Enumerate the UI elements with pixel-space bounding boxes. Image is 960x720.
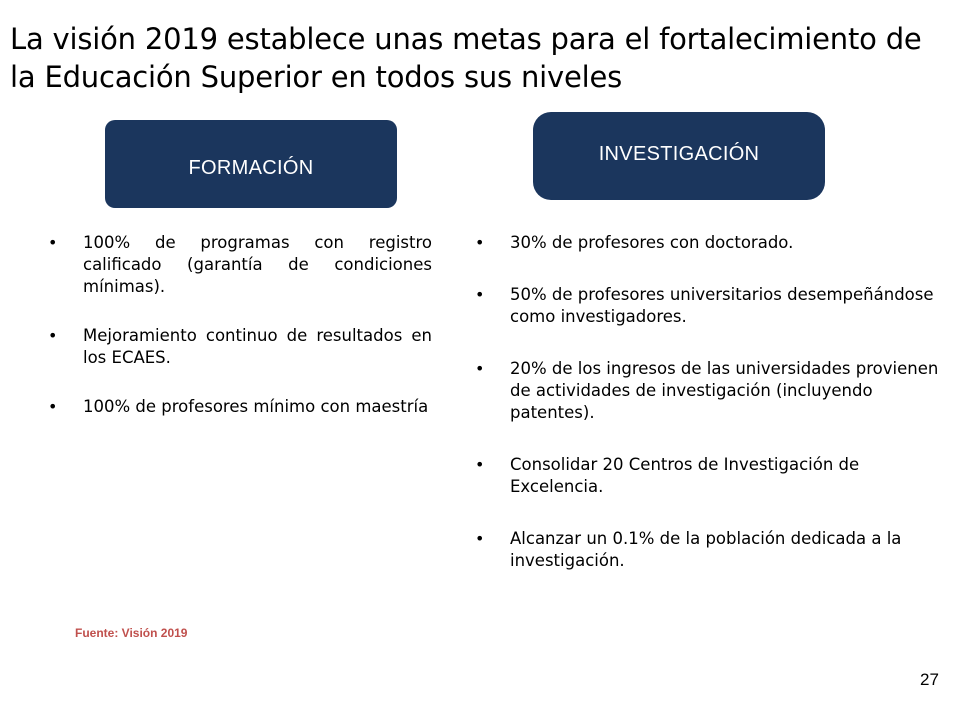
- source-note: Fuente: Visión 2019: [75, 626, 188, 640]
- formacion-item-text: Mejoramiento continuo de resultados en los ECAES.: [83, 326, 432, 367]
- bullet-icon: •: [48, 326, 58, 345]
- bullet-icon: •: [48, 397, 58, 416]
- investigacion-item: [475, 454, 945, 498]
- formacion-item: [48, 232, 432, 298]
- formacion-header-box: [105, 120, 397, 208]
- bullet-icon: •: [475, 233, 485, 252]
- formacion-header-label: FORMACIÓN: [188, 156, 314, 179]
- bullet-icon: •: [475, 285, 485, 304]
- formacion-item-text: 100% de profesores mínimo con maestría: [83, 397, 429, 416]
- investigacion-item-text: Consolidar 20 Centros de Investigación de Excelencia.: [510, 455, 860, 496]
- bullet-icon: •: [475, 455, 485, 474]
- investigacion-item: [475, 358, 945, 424]
- slide-title: La visión 2019 establece unas metas para el fortalecimiento de la Educación Superior en todos sus niveles: [10, 22, 922, 94]
- bullet-icon: •: [475, 359, 485, 378]
- investigacion-item: [475, 284, 945, 328]
- investigacion-header-box: [533, 112, 825, 200]
- investigacion-bullet-list: [475, 232, 945, 602]
- formacion-bullet-list: [48, 232, 432, 445]
- bullet-icon: •: [475, 529, 485, 548]
- bullet-icon: •: [48, 233, 58, 252]
- formacion-item-text: 100% de programas con registro calificado (garantía de condiciones mínimas).: [83, 233, 432, 296]
- investigacion-item-text: Alcanzar un 0.1% de la población dedicada a la investigación.: [510, 529, 902, 570]
- investigacion-header-label: INVESTIGACIÓN: [598, 142, 760, 165]
- investigacion-item: [475, 528, 945, 572]
- investigacion-item-text: 30% de profesores con doctorado.: [510, 233, 794, 252]
- page-number: 27: [920, 670, 939, 689]
- formacion-item: [48, 396, 432, 418]
- investigacion-item-text: 20% de los ingresos de las universidades provienen de actividades de investigación (incluyendo patentes).: [510, 359, 939, 422]
- formacion-item: [48, 325, 432, 369]
- investigacion-item: [475, 232, 945, 254]
- investigacion-item-text: 50% de profesores universitarios desempeñándose como investigadores.: [510, 285, 934, 326]
